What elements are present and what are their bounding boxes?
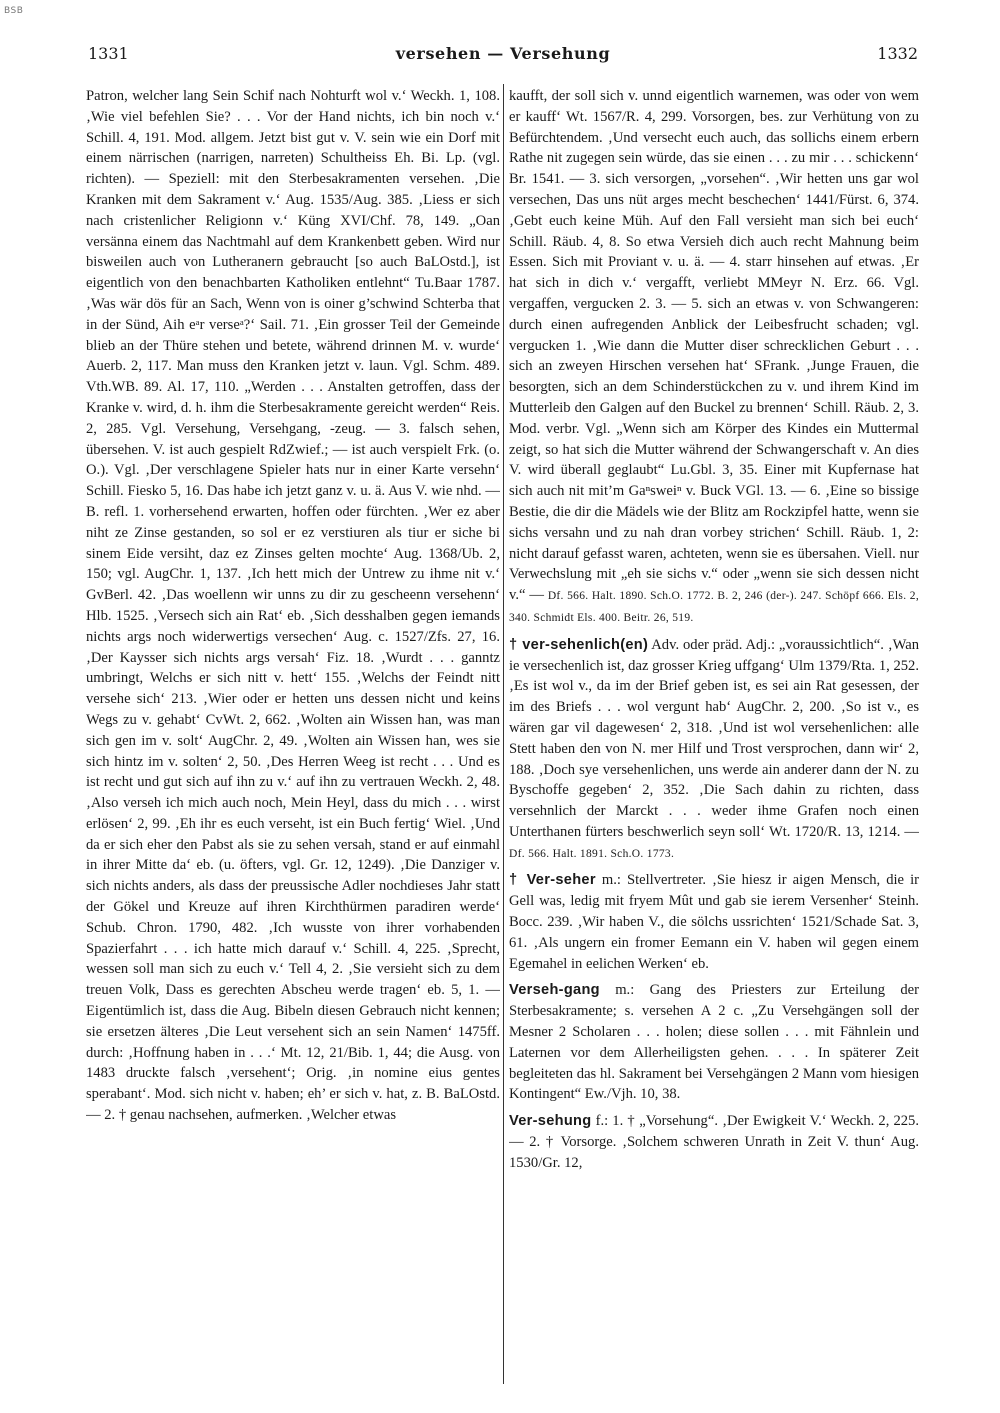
headword: † Ver-seher xyxy=(509,872,596,889)
entry-text: m.: Stellvertreter. ‚Sie hiesz ir aigen Mensch, die ir Gell was, ledig mit fryem Mût und gab sie ierem Versenher‘ Steinh. Bocc. 239. ‚Wir haben V., die sölchs ussrichten‘ 1521/Schade Sat. 3, 61. ‚Als ungern ein fromer Eemann ein V. haben wil gegen einem Egemahel in eelichen Werken‘ eb. xyxy=(509,872,919,972)
headword: Ver-sehung xyxy=(509,1113,592,1130)
entry-text: m.: Gang des Priesters zur Erteilung der Sterbesakramente; s. versehen A 2 c. „Zu Versehgängen soll der Mesner 2 Scholaren . . . holen; diese sollen . . . mit Fähnlein und Laternen vor dem Allerheiligsten gehen. . . . In späterer Zeit begleiteten das hl. Sakrament bei Versehgängen 2 Mann vom hiesigen Kontingent“ Ew./Vjh. 10, 38. xyxy=(509,982,919,1103)
entry-text: f.: 1. † „Vorsehung“. ‚Der Ewigkeit V.‘ Weckh. 2, 225. — 2. † Vorsorge. ‚Solchem schweren Unrath in Zeit V. thun‘ Aug. 1530/Gr. 12, xyxy=(509,1113,919,1171)
entry-text: Patron, welcher lang Sein Schif nach Nohturft wol v.‘ Weckh. 1, 108. ‚Wie viel befehlen Sie? . . . Vor der Hand nichts, ich bin noch v.‘ Schill. 4, 191. Mod. allgem. Jetzt bist gut v. V. sein wie ein Dorf mit einem närrischen (narrigen, narreten) Schultheiss Eh. Bi. Lp. (vgl. richten). — Speziell: mit den Sterbesakramenten versehen. ‚Die Kranken mit dem Sakrament v.‘ Aug. 1535/Aug. 385. ‚Liess er sich nach cristenlicher Religionn v.‘ Küng XVI/Chf. 78, 149. „Oan versänna einem das Nachtmahl auf dem Krankenbett geben. Wird nur bisweilen auch von Lutheranern gebraucht [so auch BaLOstd.], ist eigentlich von den benachbarten Katholiken entlehnt“ Tu.Baar 1787. ‚Was wär dös für an Sach, Wenn von is oiner g’schwind Schterba that in der Sünd, Aih eᵃr verseᵃ?‘ Sail. 71. ‚Ein grosser Teil der Gemeinde blieb an der Thüre stehen und betete, während drinnen M. v. wurde‘ Auerb. 2, 117. Man muss den Kranken jetzt v. laun. Vgl. Schm. 489. Vth.WB. 89. Al. 17, 110. „Werden . . . Anstalten getroffen, dass der Kranke v. wird, d. h. ihm die Sterbesakramente gereicht werden“ Reis. 2, 285. Vgl. Versehung, Versehgang, -zeug. — 3. falsch sehen, übersehen. V. ist auch gespielt RdZwief.; — ist auch verspielt Frk. (o. O.). Vgl. ‚Der verschlagene Spieler hats nur in einer Karte versehn‘ Schill. Fiesko 5, 16. Das habe ich jetzt ganz v. u. ä. Aus V. wie nhd. — B. refl. 1. vorhersehend erwarten, hoffen oder fürchten. ‚Wer ez aber niht ze Zinse gestanden, so sol er ez verstiuren als tiur er siche bi sinem Eide versiht, daz ez Zinses gelten mochte‘ Aug. 1368/Ub. 2, 150; vgl. AugChr. 1, 137. ‚Ich hett mich der Untrew zu ihme nit v.‘ GvBerl. 42. ‚Das woellenn wir unns zu dir zu gescheenn versehenn‘ Hlb. 1525. ‚Versech sich ain Rat‘ eb. ‚Sich desshalben gegen iemands nichts args noch widerwertigs versechen‘ Aug. c. 1527/Zfs. 27, 16. ‚Der Kaysser sich nichts args versah‘ Fiz. 18. ‚Wurdt . . . ganntz umbringt, Welchs er sich nitt v. hett‘ 155. ‚Welchs der Feindt nitt versehe sich‘ 213. ‚Wier oder er hetten uns dessen nicht und keins Wegs zu v. gehabt‘ CvWt. 2, 662. ‚Wolten ain Wissen han, was man sich gen im v. solt‘ AugChr. 2, 49. ‚Wolten ain Wissen han, wes sie sich hintz im v. solten‘ 2, 50. ‚Des Herren Weeg ist recht . . . Und es ist recht und gut sich auf ihn zu v.‘ auf ihn zu vertrauen Weckh. 2, 48. ‚Also verseh ich mich auch noch, Mein Heyl, dass du mich . . . wirst erlösen‘ 2, 99. ‚Eh ihr es euch verseht, ist ein Buch fertig‘ Wiel. ‚Und da er sich eher den Pabst als sie zu sehen versah, stand er auf einmahl in ihrer Mitte da‘ eb. (u. öfters, vgl. Gr. 12, 1249). ‚Die Danziger v. sich nichts anders, als dass der preussische Adler nochdieses Jahr statt der Gökel und Kreuze auf ihren Kirchthürmen paradiren werde‘ Schub. Chron. 1790, 482. ‚Ich wusste von ihrer vorhabenden Spazierfahrt . . . ich hatte mich darauf v.‘ Schill. 4, 225. ‚Sprecht, wessen soll man sich zu euch v.‘ Tell 4, 2. ‚Sie versieht sich zu dem treuen Volk, Dass es gerechten Abscheu werde tragen‘ eb. 5, 1. — Eigentümlich ist, dass die Aug. Bibeln diesen Gebrauch nicht kennen; sie ersetzen älteres ‚Die Leut versehent sich an sein Namen‘ 1475ff. durch: ‚Hoffnung haben in . . .‘ Mt. 12, 21/Bib. 1, 44; die Ausg. von 1483 druckte falsch ‚versehent‘; Orig. ‚in nomine eius gentes sperabant‘. Mod. sich nicht v. haben; eh’ er sich v. hat, z. B. BaLOstd. — 2. † genau nachsehen, aufmerken. ‚Welcher etwas xyxy=(86,88,500,1124)
entry-versehenlich xyxy=(509,635,919,865)
page-number-right: 1332 xyxy=(877,44,918,63)
library-stamp: BSB xyxy=(4,6,24,16)
page-header xyxy=(88,44,918,72)
entry-continuation xyxy=(509,86,919,629)
entry-versehgang xyxy=(509,980,919,1105)
source-references: Df. 566. Halt. 1890. Sch.O. 1772. B. 2, 246 (der-). 247. Schöpf 666. Els. 2, 340. Schmidt Els. 400. Beitr. 26, 519. xyxy=(509,590,919,624)
left-column xyxy=(86,86,500,1386)
source-references: Df. 566. Halt. 1891. Sch.O. 1773. xyxy=(509,847,675,860)
running-title: versehen — Versehung xyxy=(395,44,611,63)
headword: Verseh-gang xyxy=(509,982,600,999)
page-number-left: 1331 xyxy=(88,44,129,63)
headword: † ver-sehenlich(en) xyxy=(509,636,649,653)
entry-versehung xyxy=(509,1111,919,1173)
right-column xyxy=(509,86,919,1386)
entry-verseher xyxy=(509,870,919,974)
entry-text: Adv. oder präd. Adj.: „voraussichtlich“. ‚Wan ie versechenlich ist, daz grosser Krieg uffgang‘ Ulm 1379/Rta. 1, 252. ‚Es ist wol v., da im der Brief geben ist, es sei ain Rat gesessen, der im des Briefs . . . wol vergunt hab‘ AugChr. 2, 200. ‚So ist v., es wären gar vil dagewesen‘ 2, 318. ‚Und ist wol versehenlichen: alle Stett haben den von N. mer Hilf und Trost versprochen, dann wir‘ 2, 188. ‚Doch sye versehenlichen, uns werde ain anderer dann der N. zu Byschoffe gegeben‘ 2, 352. ‚Die Sach dahin zu richten, dass versehnlich der Marckt . . . weder ihme Grafen noch einen Unterthanen fürters beschwerlich seyn soll‘ Wt. 1720/R. 13, 1214. — xyxy=(509,636,919,840)
column-divider xyxy=(503,84,504,1384)
entry-text: kaufft, der soll sich v. unnd eigentlich warnemen, was oder von wem er kauff‘ Wt. 1567/R. 4, 299. Vorsorgen, bes. zur Verhütung von zu Befürchtendem. ‚Und versecht euch auch, das sollichs einem erbern Rathe nit zugegen sein würde, das sie einen . . . zu mir . . . schickenn‘ Br. 1541. — 3. sich versorgen, „vorsehen“. ‚Wir hetten uns gar wol versechen, Das uns nüt arges mecht beschechen‘ 1441/Fürst. 6, 374. ‚Gebt euch keine Müh. Auf den Fall versieht man sich bei euch‘ Schill. Räub. 4, 8. So etwa Versieh dich auch recht Mahnung beim Essen. Sich mit Proviant v. u. ä. — 4. starr hinsehen auf etwas. ‚Er hat sich in dich v.‘ vergafft, verliebt MMeyr N. Erz. 66. Vgl. vergaffen, vergucken 2. 3. — 5. sich an etwas v. von Schwangeren: durch einen aufregenden Anblick der Leibesfrucht schaden; vgl. vergucken 1. ‚Wie dann die Mutter diser schrecklichen Geburt . . . sich an zweyen Hirschen versehen hat‘ SFrank. ‚Junge Frauen, die besorgten, sich an dem Schinderstückchen zu v. und ihrem Kind im Mutterleib den Galgen auf den Buckel zu brennen‘ Schill. Räub. 2, 3. Mod. verbr. Vgl. „Wenn sich am Körper des Kindes ein Muttermal zeigt, so hat sich die Mutter während der Schwangerschaft v. An dies V. wird überall geglaubt“ Lu.Gbl. 3, 35. Einer mit Kupfernase hat sich auch nit mit’m Gaⁿsweiⁿ v. Buck VGl. 13. — 6. ‚Eine so bissige Bestie, die dir die Mädels wie der Blitz am Rockzipfel hatte, wenn sie sichs versahn und zu nah dran vorbey strichen‘ Schill. Räub. 1, 2: nicht darauf gefasst waren, achteten, wenn sie es übersahen. Viell. nur Verwechslung mit „eh sie sichs v.“ oder „wenn sie sich dessen nicht v.“ — xyxy=(509,88,919,604)
